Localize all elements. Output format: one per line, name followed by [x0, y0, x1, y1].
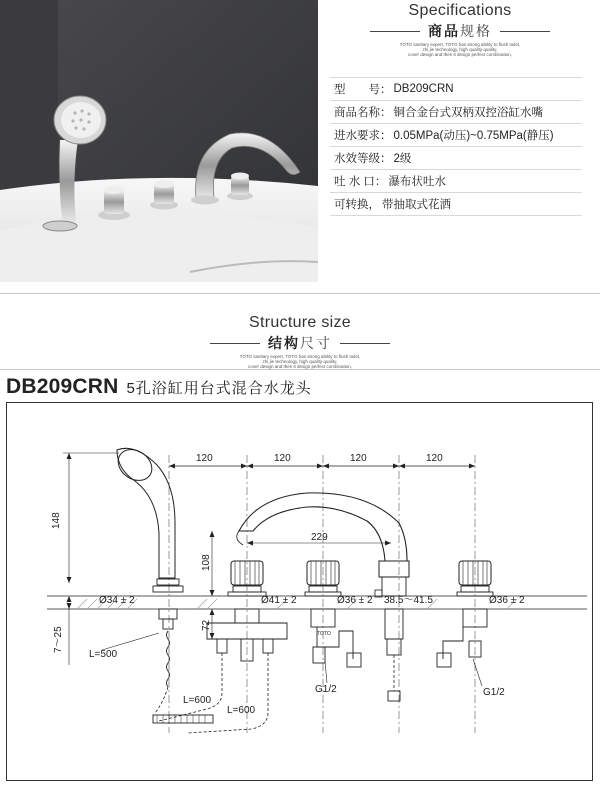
- header-rule-right: [500, 31, 550, 32]
- spec-label: 水效等级：: [334, 153, 392, 165]
- spec-label: 商品名称：: [334, 107, 392, 119]
- structure-title-cn: 结构尺寸: [268, 335, 332, 351]
- header-rule-left: [210, 343, 260, 344]
- dim-handle-height: 108: [201, 554, 212, 571]
- spec-row: [330, 147, 582, 170]
- thread-1-label: G1/2: [315, 684, 337, 695]
- dim-spacing-3: 120: [350, 453, 367, 464]
- hose-b-label: L=600: [227, 705, 256, 716]
- product-model: DB209CRN: [6, 375, 119, 398]
- header-rule-left: [370, 31, 420, 32]
- spec-value: 瀑布状吐水: [388, 176, 446, 188]
- spec-row: [330, 193, 582, 216]
- header-tagline: TOTO sanitary expert, TOTO has strong ability to flush toilet, zhi jie technology, high quality quality, cover design and then it design perfect combination,: [399, 42, 521, 57]
- spec-value: 2级: [393, 153, 412, 165]
- hole-4-label: Ø36 ± 2: [489, 595, 525, 606]
- dim-spacing-4: 120: [426, 453, 443, 464]
- dim-spacing-1: 120: [196, 453, 213, 464]
- product-title: [6, 375, 312, 399]
- section-divider: [0, 369, 600, 370]
- hole-spout-label: 38.5～41.5: [384, 595, 433, 606]
- brand-mark: TOTO: [317, 631, 331, 637]
- spec-value: 铜合金台式双柄双控浴缸水嘴: [393, 107, 543, 119]
- spec-label: 进水要求：: [334, 130, 392, 142]
- spec-table: [330, 77, 582, 216]
- spec-row: [330, 101, 582, 124]
- spec-row: [330, 124, 582, 147]
- thread-2-label: G1/2: [483, 687, 505, 698]
- structure-diagram: [6, 402, 593, 781]
- hose-a-label: L=600: [183, 695, 212, 706]
- spec-row: [330, 77, 582, 101]
- hole-valve-label: Ø41 ± 2: [261, 595, 297, 606]
- spec-value: 0.05MPa(动压)~0.75MPa(静压): [393, 130, 554, 142]
- hole-shower-label: Ø34 ± 2: [99, 595, 135, 606]
- structure-title: Structure size: [248, 314, 351, 331]
- spec-label: 吐 水 口：: [334, 176, 387, 188]
- specifications-title: Specifications: [408, 2, 512, 19]
- spec-value: 带抽取式花洒: [382, 199, 451, 211]
- header-tagline: TOTO sanitary expert, TOTO has strong ability to flush toilet, zhi jie technology, high quality quality, cover design and then it design perfect combination,: [239, 354, 361, 369]
- specifications-title-cn: 商品规格: [428, 23, 492, 39]
- dim-shower-height: 148: [51, 512, 62, 529]
- dim-deck-range: 7～25: [53, 626, 64, 653]
- structure-header: [170, 312, 430, 369]
- specifications-header: [330, 0, 590, 60]
- spec-label: 可转换，: [334, 199, 380, 211]
- hose-shower-label: L=500: [89, 649, 118, 660]
- spec-value: DB209CRN: [393, 83, 454, 95]
- product-description: 5孔浴缸用台式混合水龙头: [126, 380, 312, 397]
- section-divider: [0, 293, 600, 294]
- product-photo: [0, 0, 318, 282]
- dim-body-depth: 72: [201, 619, 212, 631]
- hole-2-label: Ø36 ± 2: [337, 595, 373, 606]
- header-rule-right: [340, 343, 390, 344]
- spec-label: 型 号：: [334, 84, 392, 96]
- spec-row: [330, 170, 582, 193]
- dim-spacing-2: 120: [274, 453, 291, 464]
- dim-spout-reach: 229: [311, 532, 328, 543]
